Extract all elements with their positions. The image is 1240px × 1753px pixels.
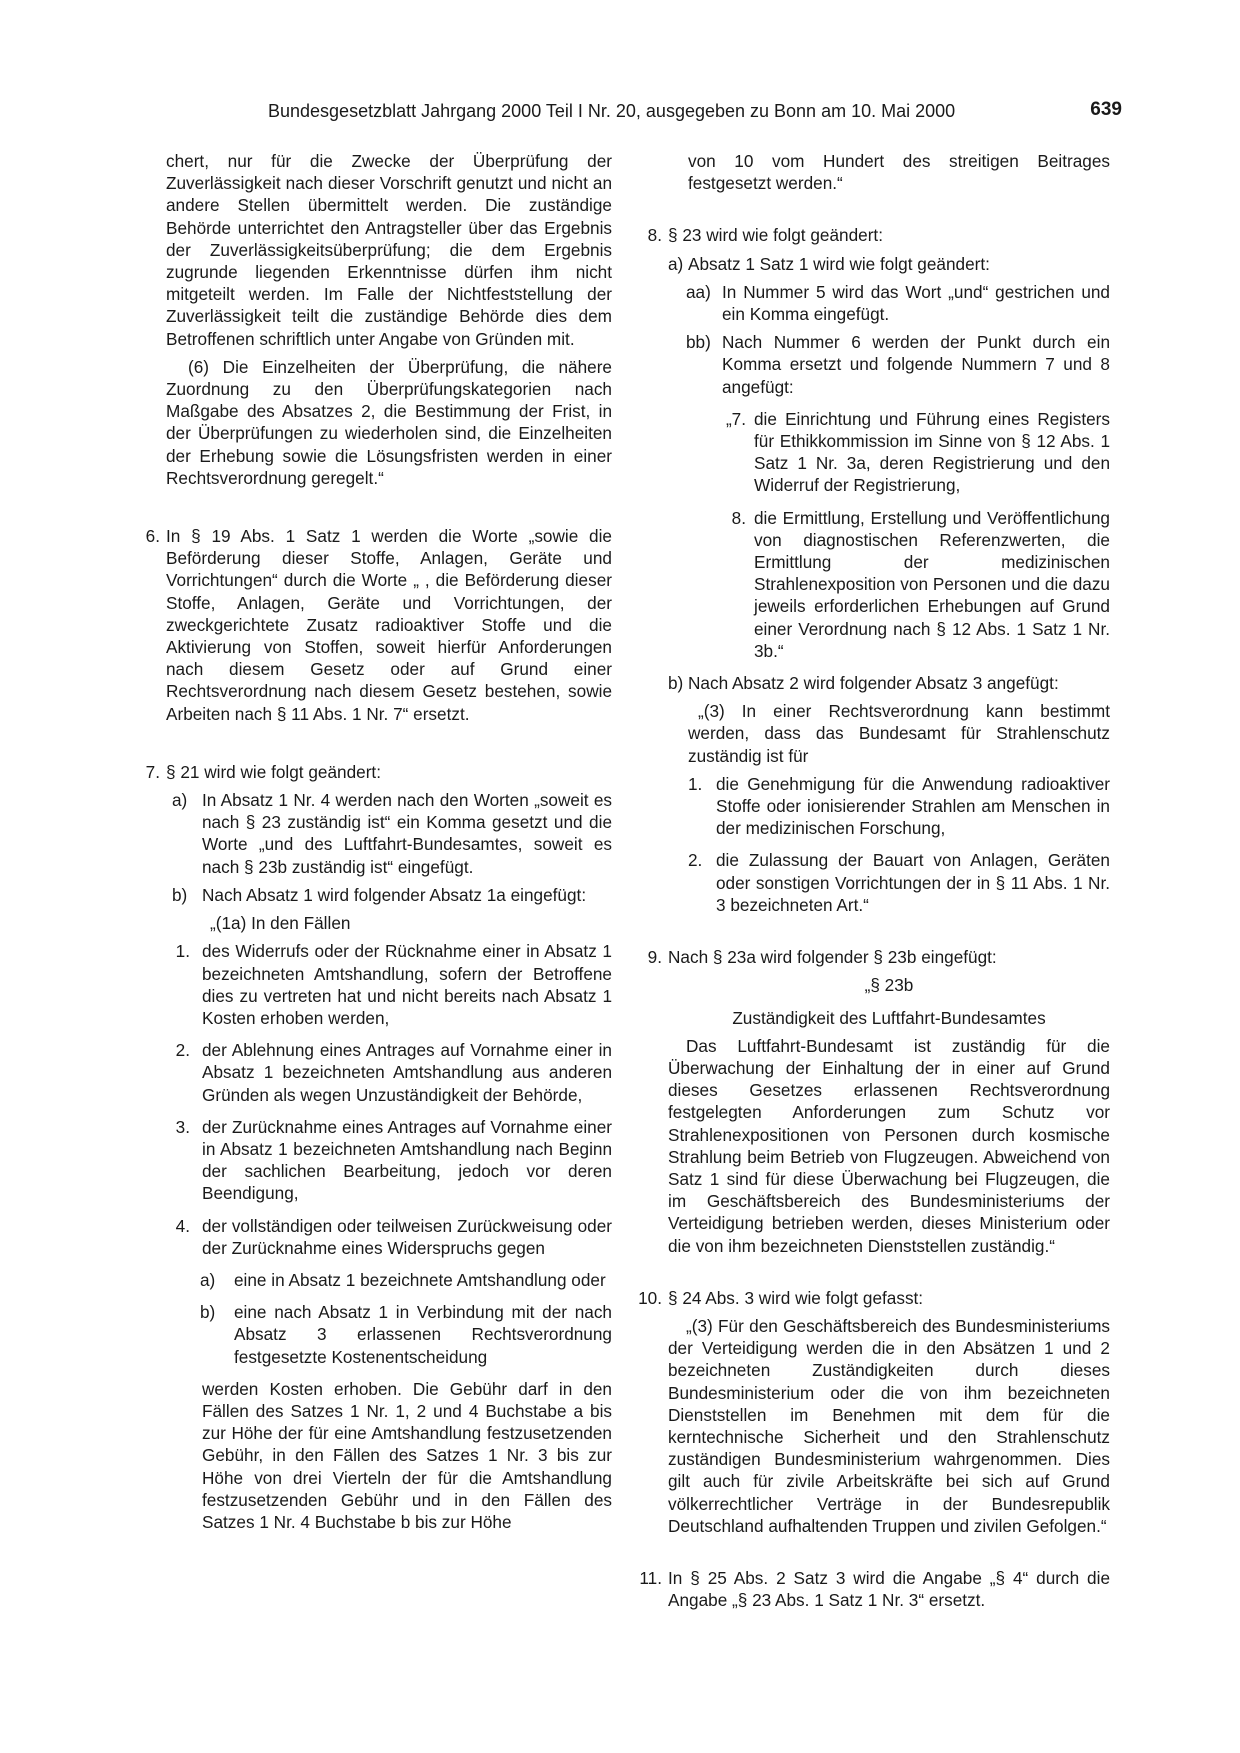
paragraph-6: (6) Die Einzelheiten der Überprüfung, die nähere Zuordnung zu den Überprüfungskategorien nach Maßgabe des Absatzes 2, die Bestimmung der Frist, in der Überprüfungen zu wiederholen sind, die Einzelheiten der Erhebung sowie die Lösungsfristen werden in einer Rechtsverordnung geregelt.“ xyxy=(166,356,612,488)
amendment-item-8 xyxy=(634,224,1110,246)
sub-item-b xyxy=(138,1301,612,1368)
item-8a xyxy=(634,253,1110,275)
quote-paragraph: „(3) Für den Geschäftsbereich des Bundesministeriums der Verteidigung werden die in den Absätzen 1 und 2 bezeichneten Zuständigkeiten durch dieses Bundesministerium oder die von ihm bezeichneten Dienststellen im Benehmen mit dem für die kerntechnische Sicherheit und den Strahlenschutz zuständigen Bundesministerium wahrgenommen. Dies gilt auch für zivile Arbeitskräfte bei sich auf Grund völkerrechtlicher Verträge in der Bundesrepublik Deutschland aufhaltenden Truppen und zivilen Gefolgen.“ xyxy=(668,1315,1110,1536)
item-text: Nach Absatz 1 wird folgender Absatz 1a eingefügt: xyxy=(202,884,587,905)
list-text: der vollständigen oder teilweisen Zurückweisung oder der Zurücknahme eines Widerspruchs gegen xyxy=(202,1215,612,1258)
item-text: In Absatz 1 Nr. 4 werden nach den Worten „soweit es nach § 23 zuständig ist“ ein Komma gesetzt und die Worte „und des Luftfahrt-Bundesamtes, soweit es nach § 23b zuständig ist“ eingefügt. xyxy=(202,790,612,877)
list-text: die Zulassung der Bauart von Anlagen, Geräten oder sonstigen Vorrichtungen der in § 11 Abs. 1 Nr. 3 bezeichneten Art.“ xyxy=(716,850,1110,915)
item-text: § 23 wird wie folgt geändert: xyxy=(668,225,883,246)
amendment-item-11 xyxy=(634,1567,1110,1611)
amendment-item-7 xyxy=(138,761,612,783)
item-8aa xyxy=(634,281,1110,325)
item-label: b) xyxy=(668,673,684,694)
item-label: aa) xyxy=(686,281,711,302)
list-label: 2. xyxy=(688,850,703,871)
item-label: 9. xyxy=(647,947,662,968)
item-text: In § 19 Abs. 1 Satz 1 werden die Worte „sowie die Beförderung dieser Stoffe, Anlagen, Geräte und Vorrichtungen“ durch die Worte „ , die Beförderung dieser Stoffe, Anlagen, Geräte und Vorrichtungen, der zweckgerichtete Zusatz radioaktiver Stoffe und die Aktivierung von Stoffen, soweit hierfür Anforderungen nach diesem Gesetz oder auf Grund einer Rechtsverordnung nach diesem Gesetz bestehen, sowie Arbeiten nach § 11 Abs. 1 Nr. 7“ ersetzt. xyxy=(166,526,612,724)
item-label: bb) xyxy=(686,332,711,353)
closing-paragraph: werden Kosten erhoben. Die Gebühr darf in den Fällen des Satzes 1 Nr. 1, 2 und 4 Buchstabe a bis zur Höhe der für eine Amtshandlung festzusetzenden Gebühr, in den Fällen des Satzes 1 Nr. 3 bis zur Höhe von drei Vierteln der für die Amtshandlung festzusetzenden Gebühr und in den Fällen des Satzes 1 Nr. 4 Buchstabe b bis zur Höhe xyxy=(202,1378,612,1532)
list-item-2 xyxy=(634,849,1110,916)
item-label: 7. xyxy=(145,761,160,782)
left-column xyxy=(138,150,612,1533)
item-text: Absatz 1 Satz 1 wird wie folgt geändert: xyxy=(688,253,990,274)
number-7-item xyxy=(634,408,1110,497)
list-label: 2. xyxy=(175,1040,190,1061)
quote-paragraph-3: „(3) In einer Rechtsverordnung kann bestimmt werden, dass das Bundesamt für Strahlenschutz zuständig ist für xyxy=(688,701,1110,766)
item-text: In § 25 Abs. 2 Satz 3 wird die Angabe „§ 4“ durch die Angabe „§ 23 Abs. 1 Satz 1 Nr. 3“ ersetzt. xyxy=(668,1567,1110,1611)
item-label: 10. xyxy=(638,1287,662,1308)
amendment-item-6 xyxy=(138,525,612,725)
list-text: der Zurücknahme eines Antrages auf Vornahme einer in Absatz 1 bezeichneten Amtshandlung nach Beginn der sachlichen Bearbeitung, jedoch vor deren Beendigung, xyxy=(202,1116,612,1204)
item-text: § 24 Abs. 3 wird wie folgt gefasst: xyxy=(668,1287,924,1308)
item-text: Nach Nummer 6 werden der Punkt durch ein Komma ersetzt und folgende Nummern 7 und 8 angefügt: xyxy=(722,332,1110,397)
list-text: des Widerrufs oder der Rücknahme einer in Absatz 1 bezeichneten Amtshandlung, sofern der Betroffene dies zu vertreten hat und nicht bereits nach Absatz 1 Kosten erhoben werden, xyxy=(202,941,612,1028)
list-item-1 xyxy=(138,940,612,1029)
list-item-2 xyxy=(138,1039,612,1106)
right-column xyxy=(634,150,1110,1611)
sub-item-a xyxy=(138,1269,612,1291)
page-number: 639 xyxy=(1090,99,1122,120)
item-label: a) xyxy=(172,790,188,811)
list-item-1 xyxy=(634,773,1110,840)
sub-label: a) xyxy=(200,1269,216,1290)
list-text: die Genehmigung für die Anwendung radioaktiver Stoffe oder ionisierender Strahlen am Menschen in der medizinischen Forschung, xyxy=(716,773,1110,839)
list-item-3 xyxy=(138,1116,612,1205)
list-label: 1. xyxy=(175,941,190,962)
list-item-4 xyxy=(138,1215,612,1259)
list-label: 3. xyxy=(175,1116,190,1137)
list-label: 4. xyxy=(175,1215,190,1236)
item-text: Nach § 23a wird folgender § 23b eingefügt: xyxy=(668,947,997,968)
item-text: § 21 wird wie folgt geändert: xyxy=(166,761,381,782)
continued-text: von 10 vom Hundert des streitigen Beitrages festgesetzt werden.“ xyxy=(688,151,1110,194)
sub-text: eine in Absatz 1 bezeichnete Amtshandlung oder xyxy=(234,1269,606,1290)
item-label: 6. xyxy=(145,526,160,547)
item-8bb xyxy=(634,331,1110,398)
item-label: 11. xyxy=(639,1567,662,1588)
quote-start: „(1a) In den Fällen xyxy=(210,913,351,934)
item-label: „7. xyxy=(725,408,746,429)
list-text: der Ablehnung eines Antrages auf Vornahme einer in Absatz 1 bezeichneten Amtshandlung aus anderen Gründen als wegen Unzuständigkeit der Behörde, xyxy=(202,1040,612,1105)
item-text: Nach Absatz 2 wird folgender Absatz 3 angefügt: xyxy=(688,673,1059,694)
amendment-item-10 xyxy=(634,1287,1110,1309)
sub-text: eine nach Absatz 1 in Verbindung mit der nach Absatz 3 erlassenen Rechtsverordnung festgesetzte Kostenentscheidung xyxy=(234,1302,612,1367)
item-label: 8. xyxy=(647,225,662,246)
item-text: die Einrichtung und Führung eines Registers für Ethikkommission im Sinne von § 12 Abs. 1 Satz 1 Nr. 3a, deren Registrierung und den Widerruf der Registrierung, xyxy=(754,408,1110,496)
item-8b xyxy=(634,672,1110,694)
amendment-item-9 xyxy=(634,946,1110,968)
item-text: In Nummer 5 wird das Wort „und“ gestrichen und ein Komma eingefügt. xyxy=(722,281,1110,325)
continued-paragraph: chert, nur für die Zwecke der Überprüfung der Zuverlässigkeit nach dieser Vorschrift genutzt und nicht an andere Stellen übermittelt werden. Die zuständige Behörde unterrichtet den Antragsteller über das Ergebnis der Zuverlässigkeitsüberprüfung; die dem Ergebnis zugrunde liegenden Erkenntnisse dürfen ihm nicht mitgeteilt werden. Im Falle der Nichtfeststellung der Zuverlässigkeit teilt die zuständige Behörde dies dem Betroffenen schriftlich unter Angabe von Gründen mit. xyxy=(166,151,612,349)
sub-label: b) xyxy=(200,1302,216,1323)
list-label: 1. xyxy=(688,773,703,794)
item-text: die Ermittlung, Erstellung und Veröffentlichung von diagnostischen Referenzwerten, die Ermittlung der medizinischen Strahlenexposition von Personen und die dazu jeweils erforderlichen Erhebungen auf Grund einer Verordnung nach § 12 Abs. 1 Satz 1 Nr. 3b.“ xyxy=(754,507,1110,661)
number-8-item xyxy=(634,507,1110,662)
item-label: 8. xyxy=(731,507,746,528)
section-number: „§ 23b xyxy=(864,975,914,996)
running-head: Bundesgesetzblatt Jahrgang 2000 Teil I Nr. 20, ausgegeben zu Bonn am 10. Mai 2000 xyxy=(268,101,956,121)
item-label: b) xyxy=(172,884,188,905)
item-label: a) xyxy=(668,253,684,274)
item-7a xyxy=(138,789,612,878)
item-7b xyxy=(138,884,612,906)
section-heading: Zuständigkeit des Luftfahrt-Bundesamtes xyxy=(732,1007,1046,1028)
section-paragraph: Das Luftfahrt-Bundesamt ist zuständig für die Überwachung der Einhaltung der in einer auf Grund dieses Gesetzes erlassenen Rechtsverordnung festgelegten Anforderungen zum Schutz vor Strahlenexpositionen von Personen durch kosmische Strahlung beim Betrieb von Flugzeugen. Abweichend von Satz 1 sind für diese Überwachung bei Flugzeugen, die im Geschäftsbereich des Bundesministeriums der Verteidigung betrieben werden, dieses Ministerium oder die von ihm bezeichneten Dienststellen zuständig.“ xyxy=(668,1035,1110,1256)
